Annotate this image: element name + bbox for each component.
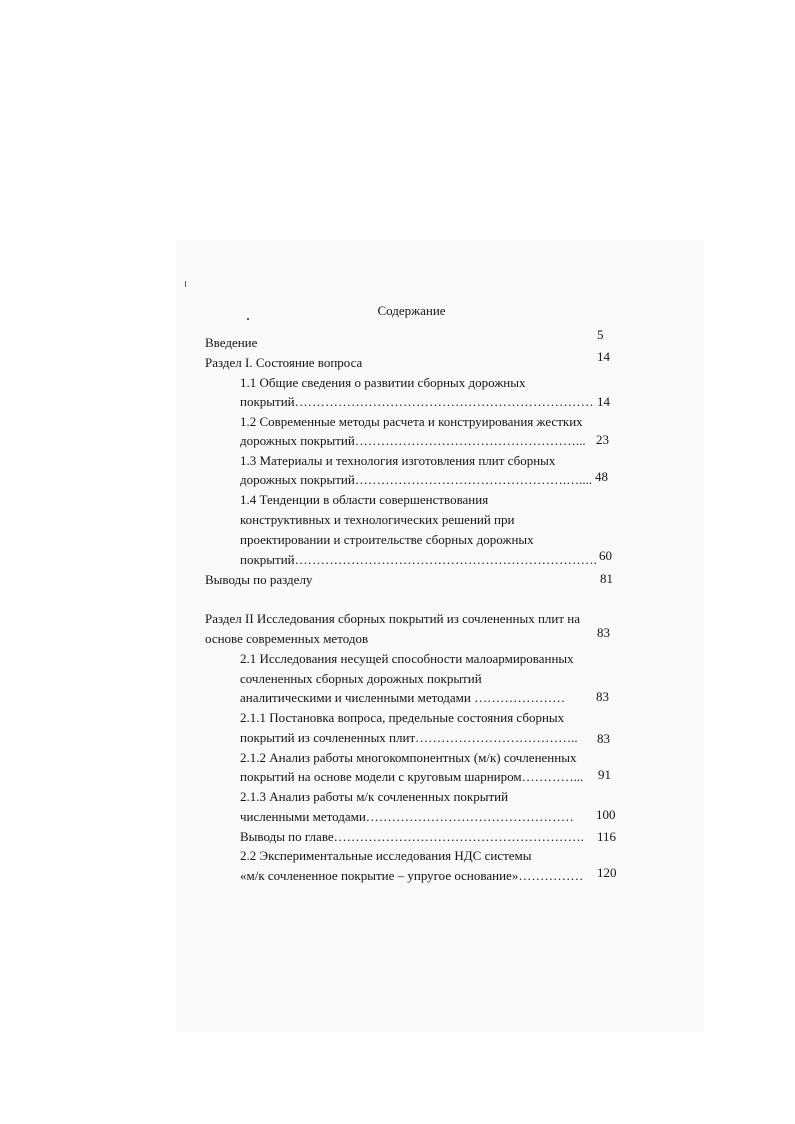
page-number: 116 — [597, 829, 617, 844]
toc-entry-section-2-cont[interactable]: основе современных методов — [205, 631, 369, 646]
page-number: 48 — [595, 469, 608, 484]
page-number: 60 — [599, 548, 612, 563]
toc-entry-2-1-3[interactable]: 2.1.3 Анализ работы м/к сочлененных покрытий — [240, 789, 509, 804]
toc-entry-1-4-cont[interactable]: проектировании и строительстве сборных дорожных — [240, 532, 534, 547]
scan-speck — [185, 281, 186, 287]
toc-entry-2-1-1-cont[interactable]: покрытий из сочлененных плит……………………………….. — [240, 730, 578, 745]
page-number: 5 — [597, 327, 604, 342]
page-number: 14 — [597, 349, 610, 364]
toc-entry-2-2[interactable]: 2.2 Экспериментальные исследования НДС системы — [240, 848, 532, 863]
toc-entry-1-1[interactable]: 1.1 Общие сведения о развитии сборных дорожных — [240, 375, 526, 390]
page-number: 120 — [597, 865, 617, 880]
toc-entry-intro[interactable]: Введение — [205, 335, 258, 350]
toc-entry-1-4[interactable]: 1.4 Тенденции в области совершенствования — [240, 492, 489, 507]
toc-entry-1-3[interactable]: 1.3 Материалы и технология изготовления плит сборных — [240, 453, 556, 468]
page-number: 23 — [596, 432, 609, 447]
toc-entry-1-4-cont[interactable]: конструктивных и технологических решений при — [240, 512, 515, 527]
page-number: 91 — [598, 767, 611, 782]
toc-entry-2-1-cont[interactable]: аналитическими и численными методами ………………… — [240, 690, 566, 705]
page-number: 100 — [596, 807, 616, 822]
toc-entry-1-3-cont[interactable]: дорожных покрытий………………………………………….….... — [240, 472, 593, 487]
toc-entry-2-1-2[interactable]: 2.1.2 Анализ работы многокомпонентных (м/к) сочлененных — [240, 750, 577, 765]
page-number: 83 — [597, 731, 610, 746]
toc-entry-1-4-cont[interactable]: покрытий……………………………………………………………. — [240, 552, 597, 567]
page-number: 83 — [597, 625, 610, 640]
page-number: 81 — [600, 571, 613, 586]
page-number: 83 — [596, 689, 609, 704]
toc-entry-2-1-2-cont[interactable]: покрытий на основе модели с круговым шарниром…………... — [240, 769, 584, 784]
toc-entry-2-2-cont[interactable]: «м/к сочлененное покрытие – упругое основание»…………… — [240, 868, 584, 883]
toc-entry-conclusions-2[interactable]: Выводы по главе…………………………………………………. — [240, 829, 584, 844]
toc-entry-1-2[interactable]: 1.2 Современные методы расчета и конструирования жестких — [240, 414, 583, 429]
toc-title: Содержание — [377, 303, 446, 318]
toc-entry-conclusions-1[interactable]: Выводы по разделу — [205, 572, 313, 587]
toc-entry-1-1-cont[interactable]: покрытий…………………………………………………………… — [240, 394, 594, 409]
toc-entry-section-1[interactable]: Раздел I. Состояние вопроса — [205, 355, 363, 370]
toc-entry-2-1-cont[interactable]: сочлененных сборных дорожных покрытий — [240, 671, 482, 686]
toc-entry-2-1-1[interactable]: 2.1.1 Постановка вопроса, предельные состояния сборных — [240, 710, 565, 725]
toc-entry-2-1[interactable]: 2.1 Исследования несущей способности малоармированных — [240, 651, 574, 666]
toc-entry-section-2[interactable]: Раздел II Исследования сборных покрытий из сочлененных плит на — [205, 611, 581, 626]
toc-entry-1-2-cont[interactable]: дорожных покрытий……………………………………………... — [240, 433, 586, 448]
page-number: 14 — [597, 394, 610, 409]
toc-entry-2-1-3-cont[interactable]: численными методами………………………………………… — [240, 809, 574, 824]
